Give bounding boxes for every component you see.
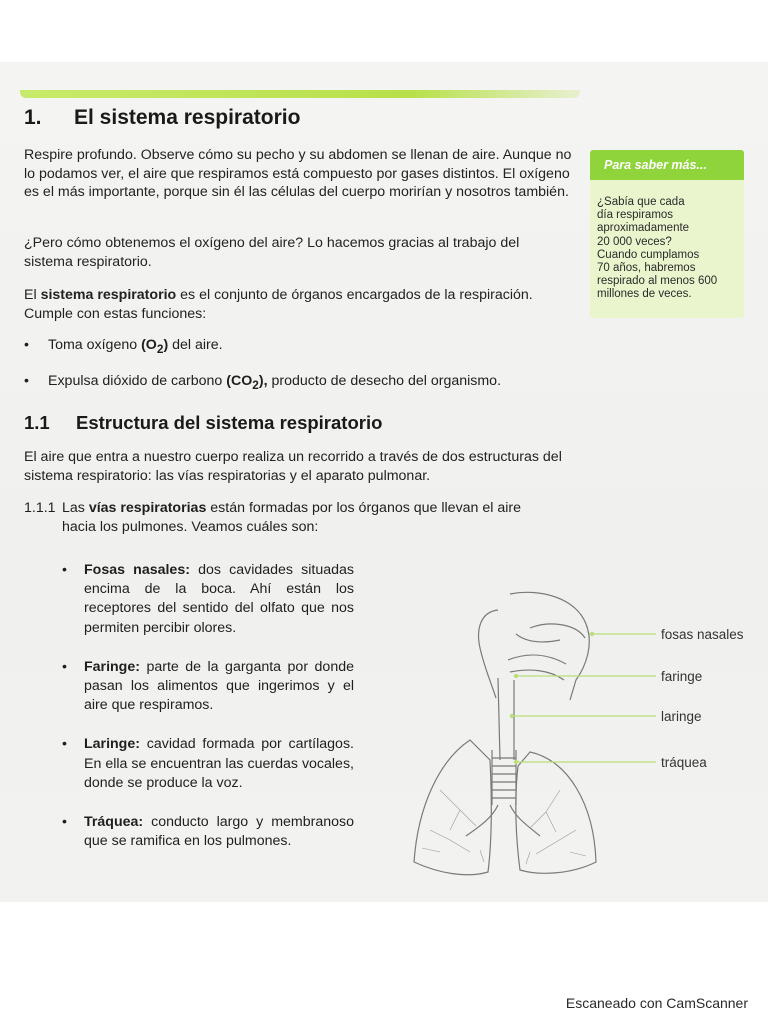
list-item: • Tráquea: conducto largo y membranoso que se ramifica en los pulmones. bbox=[62, 814, 354, 850]
functions-list bbox=[24, 336, 572, 408]
question-paragraph: ¿Pero cómo obtenemos el oxígeno del aire? Lo hacemos gracias al trabajo del sistema respiratorio. bbox=[24, 235, 520, 270]
intro-paragraph: Respire profundo. Observe cómo su pecho y su abdomen se llenan de aire. Aunque no lo podamos ver, el aire que respiramos está compuesto por gases distintos. El oxígeno es el más importante, porque sin él las células del cuerpo morirían y nosotros también. bbox=[24, 147, 572, 200]
section-1-1-heading: 1.1 Estructura del sistema respiratorio bbox=[24, 412, 383, 433]
bullet-icon: • bbox=[62, 736, 67, 753]
section-1-heading bbox=[24, 106, 300, 130]
label-fosas-nasales: fosas nasales bbox=[661, 627, 744, 642]
label-traquea: tráquea bbox=[661, 755, 707, 770]
respiratory-diagram bbox=[380, 590, 760, 890]
list-item: • Faringe: parte de la garganta por donde pasan los alimentos que ingerimos y el aire que respiramos. bbox=[62, 658, 354, 714]
bullet-icon: • bbox=[24, 337, 29, 353]
bullet-icon: • bbox=[62, 814, 67, 831]
structure-paragraph: El aire que entra a nuestro cuerpo realiza un recorrido a través de dos estructuras del sistema respiratorio: las vías respiratorias y el aparato pulmonar. bbox=[24, 449, 562, 484]
section-number: 1. bbox=[24, 106, 42, 129]
fact-box-title: Para saber más... bbox=[590, 150, 744, 180]
scanner-watermark: Escaneado con CamScanner bbox=[565, 995, 748, 1011]
fact-box-body: ¿Sabía que cada día respiramos aproximadamente 20 000 veces? Cuando cumplamos 70 años, habremos respirado al menos 600 millones de veces. bbox=[597, 196, 718, 301]
label-faringe: faringe bbox=[661, 669, 703, 684]
top-green-bar bbox=[20, 90, 580, 98]
bold-term: sistema respiratorio bbox=[40, 287, 177, 303]
list-item: • Fosas nasales: dos cavidades situadas encima de la boca. Ahí están los receptores del sentido del olfato que nos permiten percibir olores. bbox=[62, 562, 354, 636]
subsection-1-1-1: 1.1.1 Las vías respiratorias están formadas por los órganos que llevan el aire hacia los pulmones. Veamos cuáles son: bbox=[24, 500, 522, 535]
bullet-icon: • bbox=[62, 562, 67, 578]
list-item: • Laringe: cavidad formada por cartílagos. En ella se encuentran las cuerdas vocales, donde se produce la voz. bbox=[62, 736, 354, 791]
bullet-icon: • bbox=[24, 372, 29, 389]
organs-list bbox=[62, 561, 354, 871]
list-item: • Toma oxígeno $(O_2)$ del aire. bbox=[24, 337, 223, 356]
bullet-icon: • bbox=[62, 658, 67, 675]
list-item: • Expulsa dióxido de carbono $(CO_2)$, producto de desecho del organismo. bbox=[24, 372, 502, 392]
label-laringe: laringe bbox=[661, 709, 702, 724]
definition-paragraph: El sistema respiratorio es el conjunto de órganos encargados de la respiración. Cumple con estas funciones: bbox=[24, 287, 533, 322]
fact-box bbox=[590, 150, 744, 318]
section-title: El sistema respiratorio bbox=[74, 106, 301, 129]
